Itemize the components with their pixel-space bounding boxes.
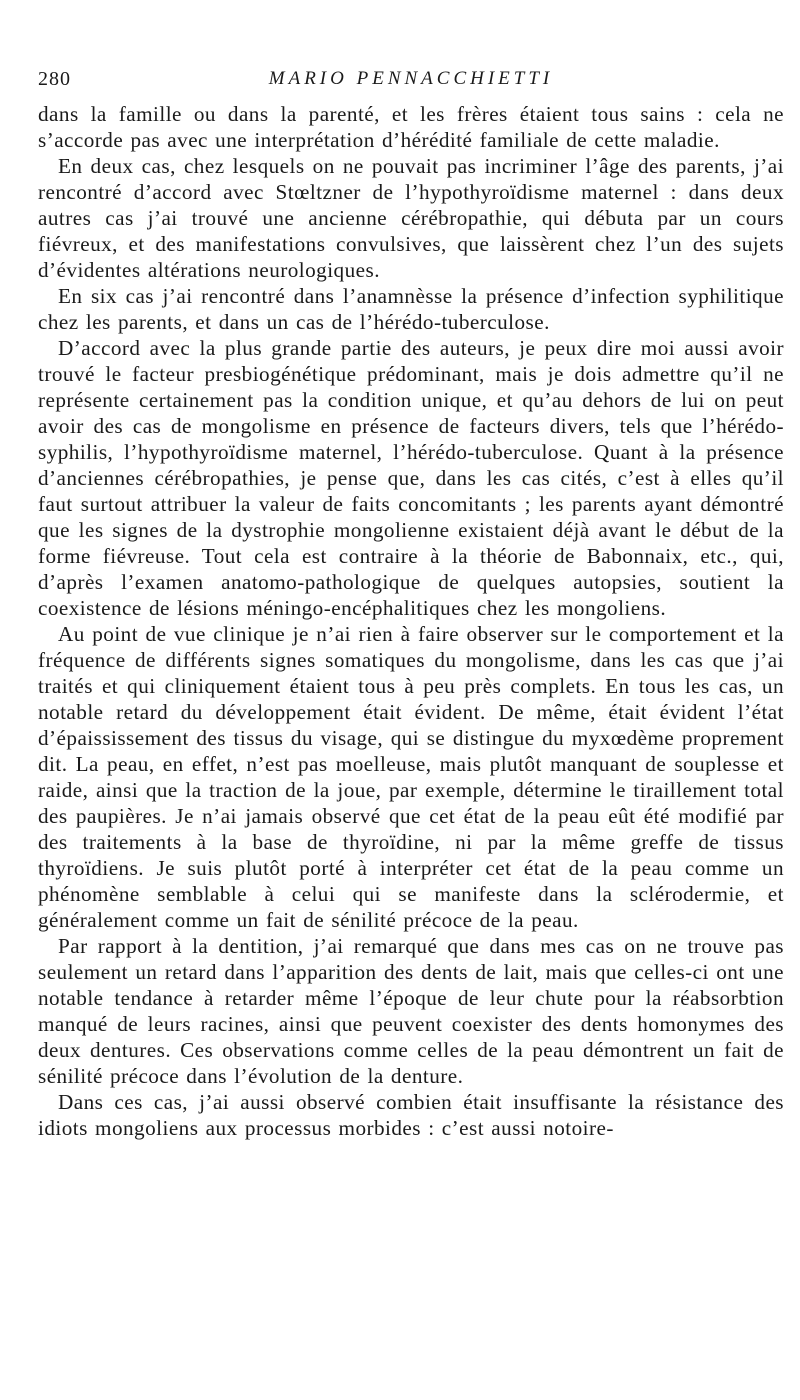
paragraph-hypothyroidism: En deux cas, chez lesquels on ne pouvait pas incriminer l’âge des parents, j’ai rencontré d’accord avec Stœltzner de l’hypothyroïdisme maternel : dans deux autres cas j’ai trouvé une ancienne cérébropathie, qui débuta par un cours fiévreux, et des manifestations convulsives, que laissèrent chez l’un des sujets d’évidentes altérations neurologiques. [38, 154, 784, 282]
running-head [38, 68, 784, 96]
body-text [38, 101, 784, 1141]
paragraph-resistance: Dans ces cas, j’ai aussi observé combien était insuffisante la résistance des idiots mongoliens aux processus morbides : c’est aussi notoire- [38, 1090, 784, 1140]
paragraph-syphilis: En six cas j’ai rencontré dans l’anamnèsse la présence d’infection syphilitique chez les parents, et dans un cas de l’hérédo-tuberculose. [38, 284, 784, 334]
page-number: 280 [38, 68, 71, 90]
paragraph-continuation: dans la famille ou dans la parenté, et les frères étaient tous sains : cela ne s’accorde pas avec une interprétation d’hérédité familiale de cette maladie. [38, 102, 784, 152]
paragraph-clinical-view: Au point de vue clinique je n’ai rien à faire observer sur le comportement et la fréquence de différents signes somatiques du mongolisme, dans les cas que j’ai traités et qui cliniquement étaient tous à peu près complets. En tous les cas, un notable retard du développement était évident. De même, était évident l’état d’épaississement des tissus du visage, qui se distingue du myxœdème proprement dit. La peau, en effet, n’est pas moelleuse, mais plutôt manquant de souplesse et raide, ainsi que la traction de la joue, par exemple, détermine le tiraillement total des paupières. Je n’ai jamais observé que cet état de la peau eût été modifié par des traitements à la base de thyroïdine, ni par la même greffe de tissus thyroïdiens. Je suis plutôt porté à interpréter cet état de la peau comme un phénomène semblable à celui qui se manifeste dans la sclérodermie, et généralement comme un fait de sénilité précoce de la peau. [38, 622, 784, 932]
paragraph-presbiogenetic-factor: D’accord avec la plus grande partie des auteurs, je peux dire moi aussi avoir trouvé le facteur presbiogénétique prédominant, mais je dois admettre qu’il ne représente certainement pas la condition unique, et qu’au dehors de lui on peut avoir des cas de mongolisme en présence de facteurs divers, tels que l’hérédo-syphilis, l’hypothyroïdisme maternel, l’hérédo-tuberculose. Quant à la présence d’anciennes cérébropathies, je pense que, dans les cas cités, c’est à elles qu’il faut surtout attribuer la valeur de faits concomitants ; les parents ayant démontré que les signes de la dystrophie mongolienne existaient déjà avant le début de la forme fiévreuse. Tout cela est contraire à la théorie de Babonnaix, etc., qui, d’après l’examen anatomo-pathologique de quelques autopsies, soutient la coexistence de lésions méningo-encéphalitiques chez les mongoliens. [38, 336, 784, 620]
running-head-author: MARIO PENNACCHIETTI [268, 68, 554, 89]
paragraph-dentition: Par rapport à la dentition, j’ai remarqué que dans mes cas on ne trouve pas seulement un retard dans l’apparition des dents de lait, mais que celles-ci ont une notable tendance à retarder même l’époque de leur chute pour la réabsorbtion manqué de leurs racines, ainsi que peuvent coexister des dents homonymes des deux dentures. Ces observations comme celles de la peau démontrent un fait de sénilité précoce dans l’évolution de la denture. [38, 934, 784, 1088]
